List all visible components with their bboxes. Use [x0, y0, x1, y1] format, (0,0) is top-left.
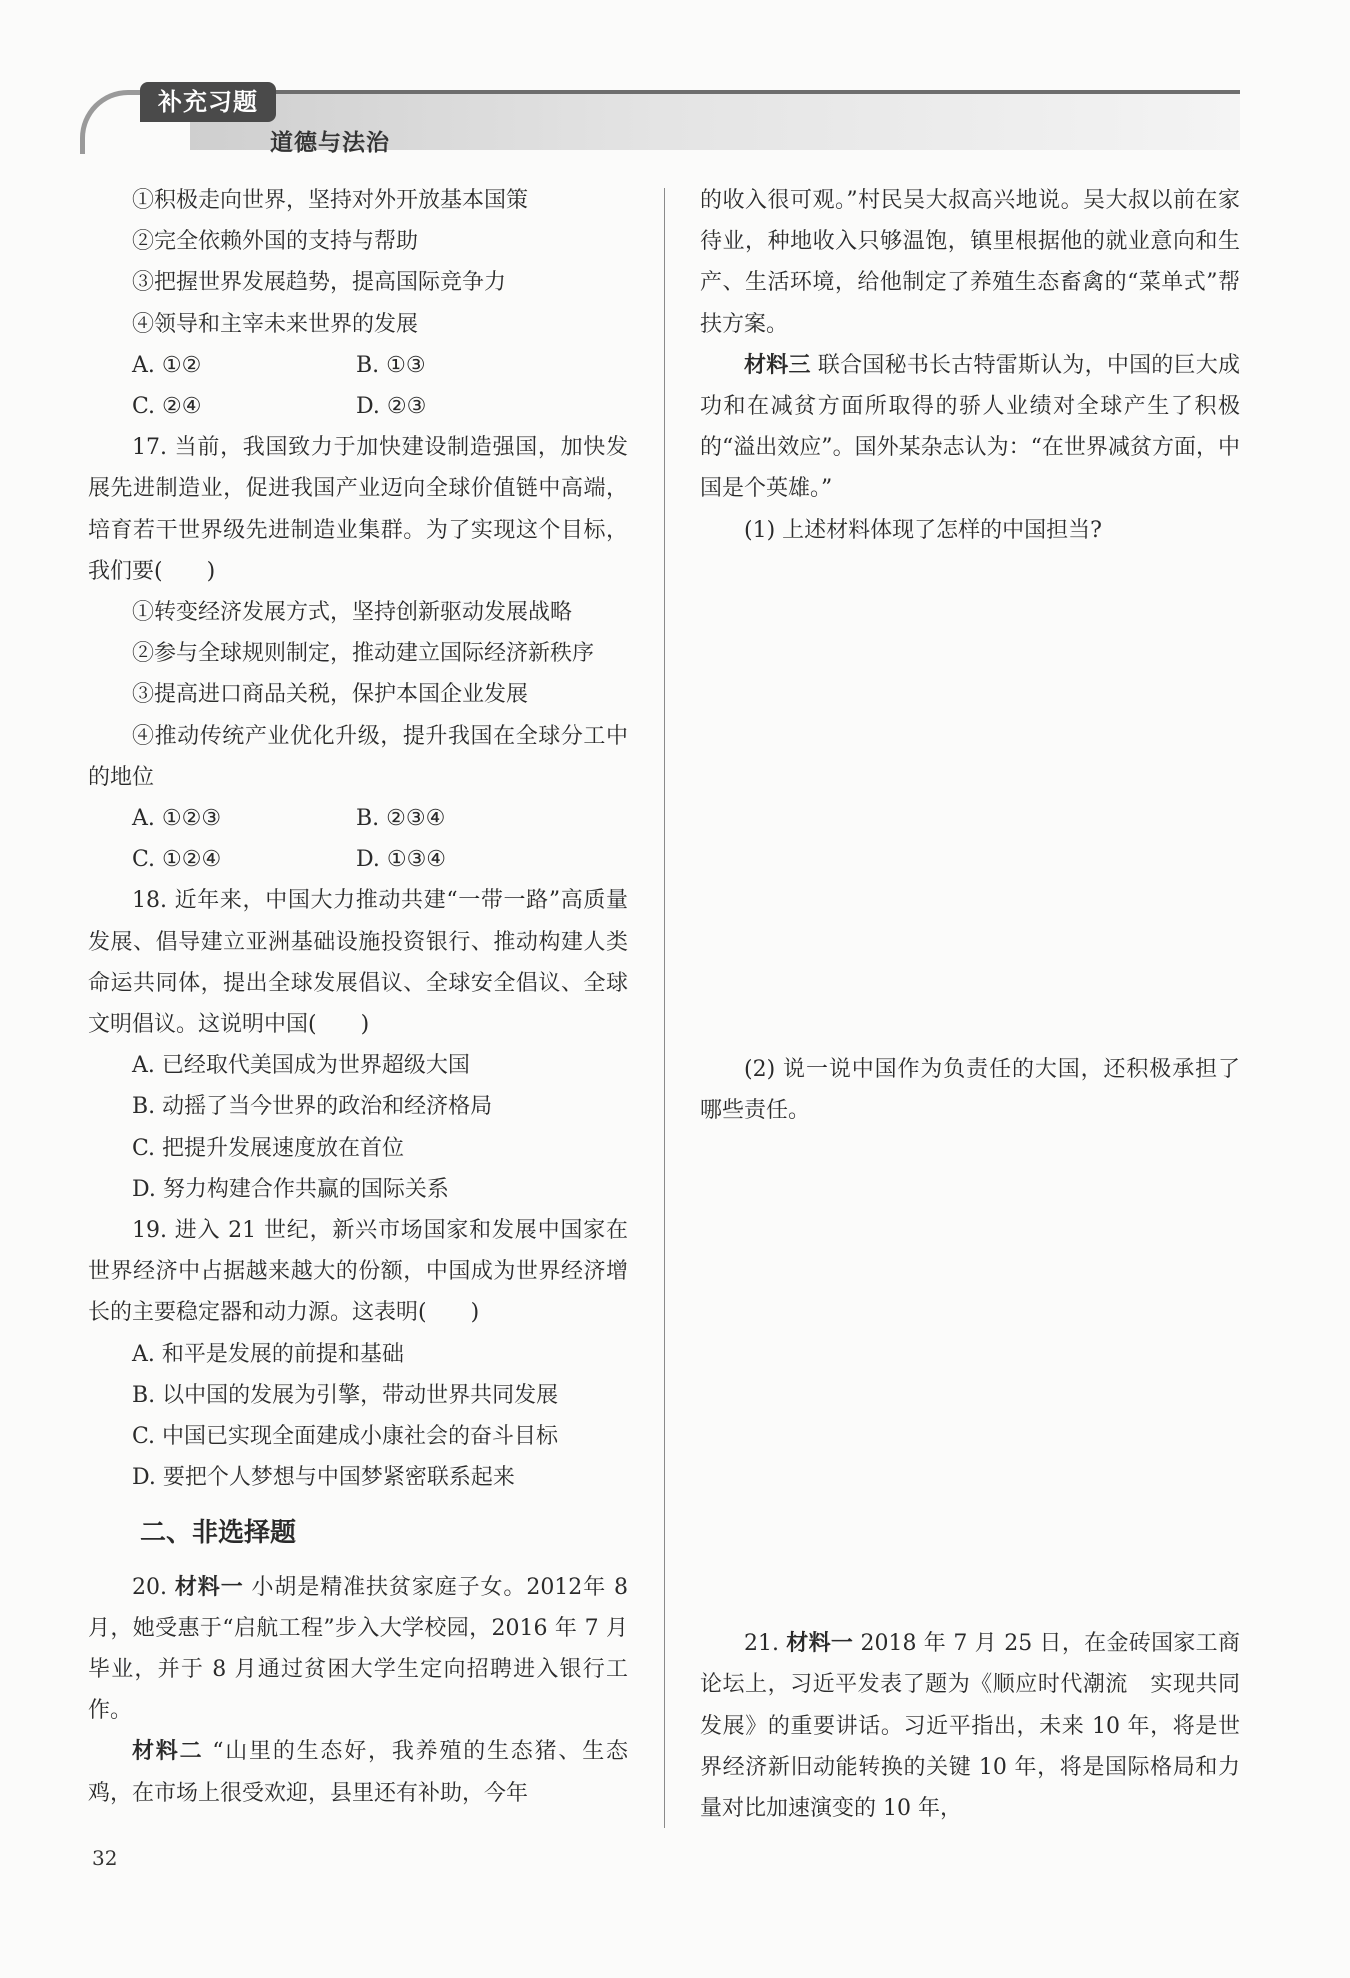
q20-material-3-label: 材料三 [744, 352, 811, 378]
q16-option: ①积极走向世界，坚持对外开放基本国策 [132, 188, 529, 213]
q16-choices-row [88, 386, 628, 427]
q21-material-1-label: 材料一 [786, 1631, 854, 1657]
q18-choice: A. 已经取代美国成为世界超级大国 [132, 1053, 470, 1079]
q21-material-1 [700, 1623, 1240, 1829]
q20-material-1-label: 材料一 [174, 1574, 244, 1600]
q17-stem: 17. 当前，我国致力于加快建设制造强国，加快发展先进制造业，促进我国产业迈向全球价值链中高端，培育若干世界级先进制造业集群。为了实现这个目标，我们要( ) [88, 435, 628, 584]
q17-option: ①转变经济发展方式，坚持创新驱动发展战略 [132, 600, 573, 626]
q17-choices-row [88, 839, 628, 880]
q18-stem: 18. 近年来，中国大力推动共建“一带一路”高质量发展、倡导建立亚洲基础设施投资银行、推动构建人类命运共同体，提出全球发展倡议、全球安全倡议、全球文明倡议。这说明中国( ) [88, 888, 628, 1038]
q20-material-2-continued: 的收入很可观。”村民吴大叔高兴地说。吴大叔以前在家待业，种地收入只够温饱，镇里根据他的就业意向和生产、生活环境，给他制定了养殖生态畜禽的“菜单式”帮扶方案。 [700, 188, 1240, 337]
q16-option: ④领导和主宰未来世界的发展 [132, 311, 419, 337]
q16-option: ③把握世界发展趋势，提高国际竞争力 [132, 270, 507, 296]
q20-sub-question-1: (1) 上述材料体现了怎样的中国担当? [744, 517, 1102, 543]
header-subject: 道德与法治 [270, 130, 390, 156]
q16-choice-a: A. ①② [132, 352, 202, 378]
q20-material-2 [88, 1731, 628, 1813]
left-column [88, 180, 628, 1814]
answer-space-2 [700, 1131, 1240, 1623]
q16-choices-row [88, 345, 628, 386]
q18-choice: C. 把提升发展速度放在首位 [132, 1135, 405, 1161]
right-column [700, 180, 1240, 1829]
q16-choice-b: B. ①③ [356, 352, 426, 378]
q20-material-2-label: 材料二 [132, 1739, 204, 1765]
column-divider [664, 188, 665, 1828]
q19-choice: B. 以中国的发展为引擎，带动世界共同发展 [132, 1382, 559, 1408]
q20-material-2-text: “山里的生态好，我养殖的生态猪、生态鸡，在市场上很受欢迎，县里还有补助，今年 [88, 1739, 628, 1806]
q20-material-3-text: 联合国秘书长古特雷斯认为，中国的巨大成功和在减贫方面所取得的骄人业绩对全球产生了积极的“溢出效应”。国外某杂志认为：“在世界减贫方面，中国是个英雄。” [700, 352, 1240, 502]
q17-choice-b: B. ②③④ [356, 806, 446, 832]
q20-material-1 [88, 1567, 628, 1732]
answer-space-1 [700, 551, 1240, 1049]
q20-sub-question-2: (2) 说一说中国作为负责任的大国，还积极承担了哪些责任。 [700, 1056, 1240, 1124]
page-number: 32 [92, 1846, 118, 1870]
q19-stem: 19. 进入 21 世纪，新兴市场国家和发展中国家在世界经济中占据越来越大的份额，中国成为世界经济增长的主要稳定器和动力源。这表明( ) [88, 1218, 628, 1326]
q17-choice-d: D. ①③④ [356, 847, 447, 873]
q19-choice: C. 中国已实现全面建成小康社会的奋斗目标 [132, 1424, 559, 1450]
q17-option: ②参与全球规则制定，推动建立国际经济新秩序 [132, 641, 595, 667]
q17-choice-c: C. ①②④ [132, 847, 222, 873]
q20-material-3 [700, 345, 1240, 510]
q19-choice: D. 要把个人梦想与中国梦紧密联系起来 [132, 1465, 515, 1491]
q18-choice: B. 动摇了当今世界的政治和经济格局 [132, 1094, 493, 1120]
q21-material-1-text: 2018 年 7 月 25 日，在金砖国家工商论坛上，习近平发表了题为《顺应时代潮流 实现共同发展》的重要讲话。习近平指出，未来 10 年，将是世界经济新旧动能转换的关键 10 年，将是国际格局和力量对比加速演变的 10 年， [700, 1631, 1240, 1822]
q17-choices-row [88, 798, 628, 839]
page-header [80, 88, 1240, 154]
q21-number: 21. [744, 1631, 779, 1657]
q17-choice-a: A. ①②③ [132, 806, 222, 832]
q18-choice: D. 努力构建合作共赢的国际关系 [132, 1176, 449, 1202]
q16-choice-d: D. ②③ [356, 394, 427, 420]
header-tag: 补充习题 [140, 82, 276, 122]
section-title: 二、非选择题 [140, 1517, 297, 1548]
q19-choice: A. 和平是发展的前提和基础 [132, 1341, 404, 1367]
q20-number: 20. [132, 1574, 167, 1600]
q20-material-1-text: 小胡是精准扶贫家庭子女。2012年 8 月，她受惠于“启航工程”步入大学校园，2016 年 7 月毕业，并于 8 月通过贫困大学生定向招聘进入银行工作。 [88, 1574, 628, 1724]
header-rule [190, 90, 1240, 94]
q16-choice-c: C. ②④ [132, 394, 202, 420]
q17-option: ④推动传统产业优化升级，提升我国在全球分工中的地位 [88, 723, 628, 790]
q17-option: ③提高进口商品关税，保护本国企业发展 [132, 682, 529, 708]
q16-option: ②完全依赖外国的支持与帮助 [132, 229, 419, 255]
